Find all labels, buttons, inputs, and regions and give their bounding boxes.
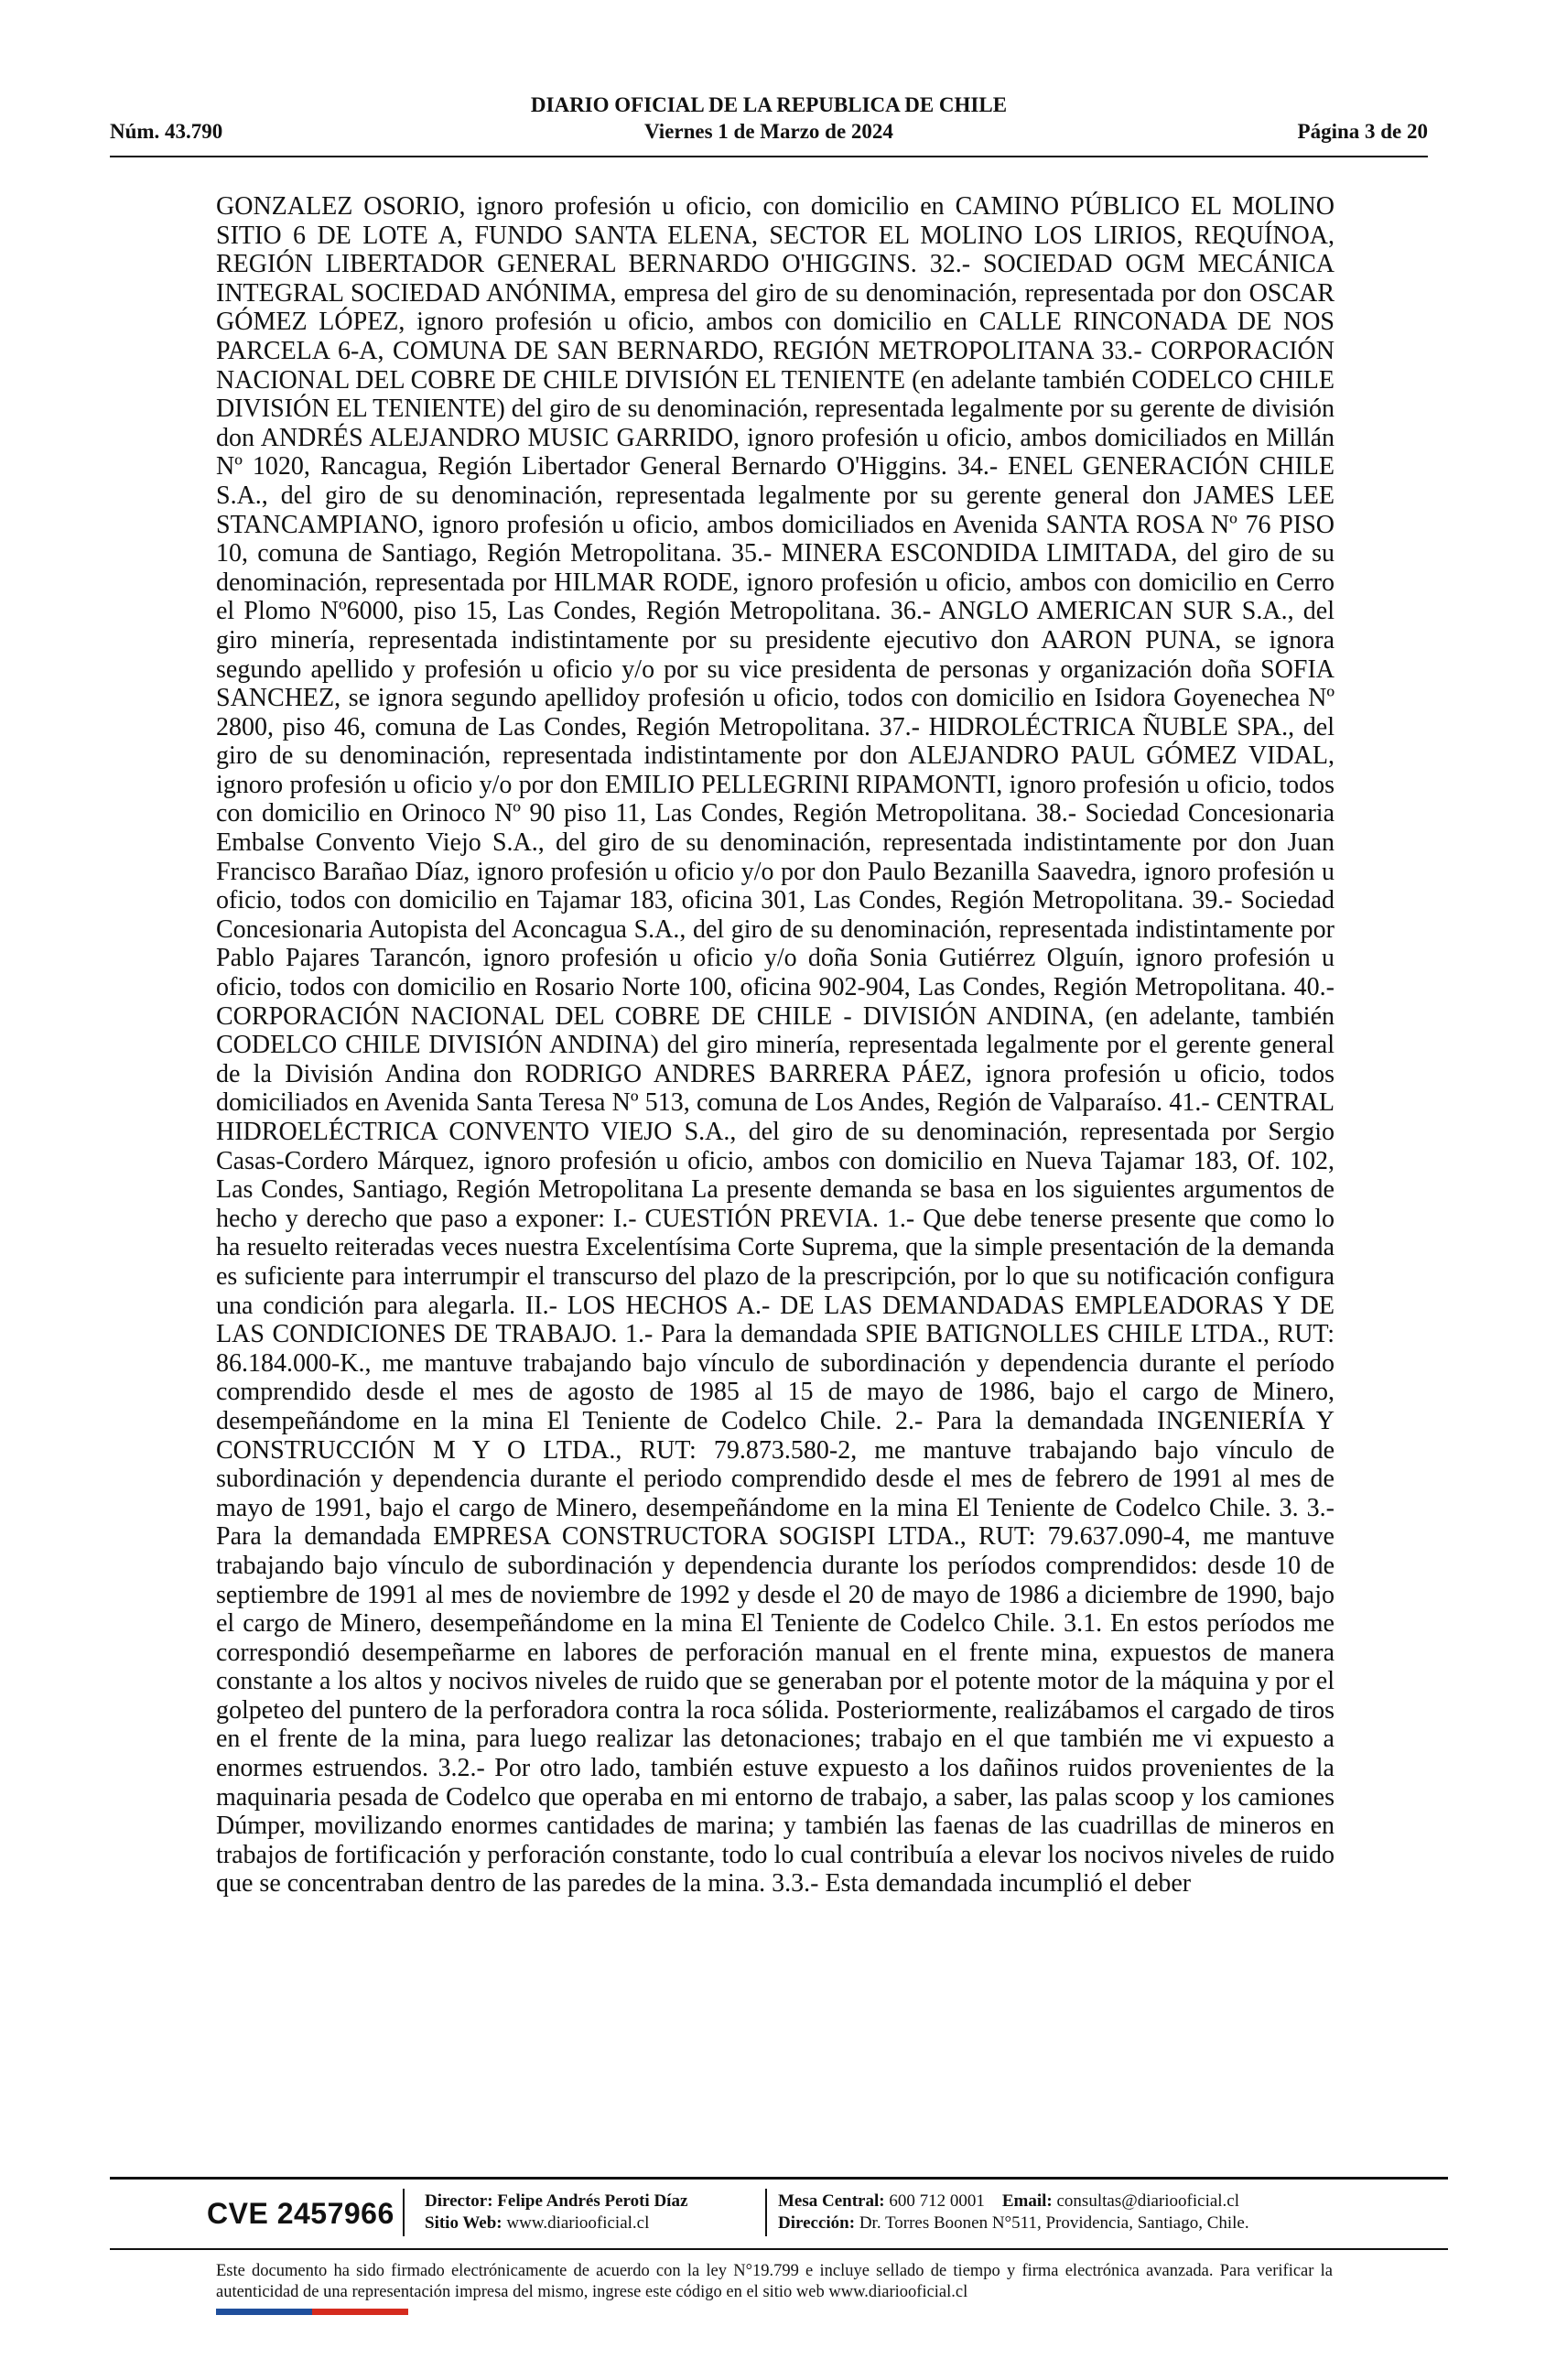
footer-separator (403, 2189, 405, 2236)
issue-number: Núm. 43.790 (110, 120, 223, 143)
address-value: Dr. Torres Boonen N°511, Providencia, Santiago, Chile. (859, 2213, 1249, 2233)
address-line (778, 2212, 1249, 2234)
footer-separator (765, 2189, 767, 2236)
director-name: Felipe Andrés Peroti Díaz (497, 2191, 688, 2211)
header-divider (110, 156, 1428, 157)
newspaper-title: DIARIO OFICIAL DE LA REPUBLICA DE CHILE (530, 93, 1008, 116)
email-link[interactable]: consultas@diariooficial.cl (1056, 2191, 1240, 2211)
website-label: Sitio Web: (425, 2213, 502, 2233)
footer-contact-block (778, 2191, 1249, 2234)
mesa-label: Mesa Central: (778, 2191, 885, 2211)
cve-code: CVE 2457966 (207, 2197, 394, 2230)
page-header (110, 92, 1428, 157)
issue-date: Viernes 1 de Marzo de 2024 (644, 120, 893, 143)
website-line (425, 2212, 687, 2234)
contact-line (778, 2191, 1249, 2212)
email-label: Email: (1001, 2191, 1053, 2211)
director-line (425, 2191, 687, 2212)
address-label: Dirección: (778, 2213, 856, 2233)
flag-red-segment (312, 2309, 408, 2315)
chile-flag-bar (216, 2309, 408, 2315)
mesa-phone: 600 712 0001 (889, 2191, 985, 2211)
footer-info (110, 2180, 1448, 2244)
footer-divider-bottom (110, 2248, 1448, 2250)
flag-blue-segment (216, 2309, 312, 2315)
header-center (110, 92, 1428, 145)
body-text: GONZALEZ OSORIO, ignoro profesión u oficio, con domicilio en CAMINO PÚBLICO EL MOLINO SITIO 6 DE LOTE A, FUNDO SANTA ELENA, SECTOR EL MOLINO LOS LIRIOS, REQUÍNOA, REGIÓN LIBERTADOR GENERAL BERNARDO O'HIGGINS. 32.- SOCIEDAD OGM MECÁNICA INTEGRAL SOCIEDAD ANÓNIMA, empresa del giro de su denominación, representada por don OSCAR GÓMEZ LÓPEZ, ignoro profesión u oficio, ambos con domicilio en CALLE RINCONADA DE NOS PARCELA 6-A, COMUNA DE SAN BERNARDO, REGIÓN METROPOLITANA 33.- CORPORACIÓN NACIONAL DEL COBRE DE CHILE DIVISIÓN EL TENIENTE (en adelante también CODELCO CHILE DIVISIÓN EL TENIENTE) del giro de su denominación, representada legalmente por su gerente de división don ANDRÉS ALEJANDRO MUSIC GARRIDO, ignoro profesión u oficio, ambos domiciliados en Millán Nº 1020, Rancagua, Región Libertador General Bernardo O'Higgins. 34.- ENEL GENERACIÓN CHILE S.A., del giro de su denominación, representada legalmente por su gerente general don JAMES LEE STANCAMPIANO, ignoro profesión u oficio, ambos domiciliados en Avenida SANTA ROSA Nº 76 PISO 10, comuna de Santiago, Región Metropolitana. 35.- MINERA ESCONDIDA LIMITADA, del giro de su denominación, representada por HILMAR RODE, ignoro profesión u oficio, ambos con domicilio en Cerro el Plomo Nº6000, piso 15, Las Condes, Región Metropolitana. 36.- ANGLO AMERICAN SUR S.A., del giro minería, representada indistintamente por su presidente ejecutivo don AARON PUNA, se ignora segundo apellido y profesión u oficio y/o por su vice presidenta de personas y organización doña SOFIA SANCHEZ, se ignora segundo apellidoy profesión u oficio, todos con domicilio en Isidora Goyenechea Nº 2800, piso 46, comuna de Las Condes, Región Metropolitana. 37.- HIDROLÉCTRICA ÑUBLE SPA., del giro de su denominación, representada indistintamente por don ALEJANDRO PAUL GÓMEZ VIDAL, ignoro profesión u oficio y/o por don EMILIO PELLEGRINI RIPAMONTI, ignoro profesión u oficio, todos con domicilio en Orinoco Nº 90 piso 11, Las Condes, Región Metropolitana. 38.- Sociedad Concesionaria Embalse Convento Viejo S.A., del giro de su denominación, representada indistintamente por don Juan Francisco Barañao Díaz, ignoro profesión u oficio y/o por don Paulo Bezanilla Saavedra, ignoro profesión u oficio, todos con domicilio en Tajamar 183, oficina 301, Las Condes, Región Metropolitana. 39.- Sociedad Concesionaria Autopista del Aconcagua S.A., del giro de su denominación, representada indistintamente por Pablo Pajares Tarancón, ignoro profesión u oficio y/o doña Sonia Gutiérrez Olguín, ignoro profesión u oficio, todos con domicilio en Rosario Norte 100, oficina 902-904, Las Condes, Región Metropolitana. 40.- CORPORACIÓN NACIONAL DEL COBRE DE CHILE - DIVISIÓN ANDINA, (en adelante, también CODELCO CHILE DIVISIÓN ANDINA) del giro minería, representada legalmente por el gerente general de la División Andina don RODRIGO ANDRES BARRERA PÁEZ, ignora profesión u oficio, todos domiciliados en Avenida Santa Teresa Nº 513, comuna de Los Andes, Región de Valparaíso. 41.- CENTRAL HIDROELÉCTRICA CONVENTO VIEJO S.A., del giro de su denominación, representada por Sergio Casas-Cordero Márquez, ignoro profesión u oficio, ambos con domicilio en Nueva Tajamar 183, Of. 102, Las Condes, Santiago, Región Metropolitana La presente demanda se basa en los siguientes argumentos de hecho y derecho que paso a exponer: I.- CUESTIÓN PREVIA. 1.- Que debe tenerse presente que como lo ha resuelto reiteradas veces nuestra Excelentísima Corte Suprema, que la simple presentación de la demanda es suficiente para interrumpir el transcurso del plazo de la prescripción, por lo que su notificación configura una condición para alegarla. II.- LOS HECHOS A.- DE LAS DEMANDADAS EMPLEADORAS Y DE LAS CONDICIONES DE TRABAJO. 1.- Para la demandada SPIE BATIGNOLLES CHILE LTDA., RUT: 86.184.000-K., me mantuve trabajando bajo vínculo de subordinación y dependencia durante el período comprendido desde el mes de agosto de 1985 al 15 de mayo de 1986, bajo el cargo de Minero, desempeñándome en la mina El Teniente de Codelco Chile. 2.- Para la demandada INGENIERÍA Y CONSTRUCCIÓN M Y O LTDA., RUT: 79.873.580-2, me mantuve trabajando bajo vínculo de subordinación y dependencia durante el periodo comprendido desde el mes de febrero de 1991 al mes de mayo de 1991, bajo el cargo de Minero, desempeñándome en la mina El Teniente de Codelco Chile. 3. 3.- Para la demandada EMPRESA CONSTRUCTORA SOGISPI LTDA., RUT: 79.637.090-4, me mantuve trabajando bajo vínculo de subordinación y dependencia durante los períodos comprendidos: desde 10 de septiembre de 1991 al mes de noviembre de 1992 y desde el 20 de mayo de 1986 a diciembre de 1990, bajo el cargo de Minero, desempeñándome en la mina El Teniente de Codelco Chile. 3.1. En estos períodos me correspondió desempeñarme en labores de perforación manual en el frente mina, expuestos de manera constante a los altos y nocivos niveles de ruido que se generaban por el potente motor de la máquina y por el golpeteo del puntero de la perforadora contra la roca sólida. Posteriormente, realizábamos el cargado de tiros en el frente de la mina, para luego realizar las detonaciones; trabajo en el que también me vi expuesto a enormes estruendos. 3.2.- Por otro lado, también estuve expuesto a los dañinos ruidos provenientes de la maquinaria pesada de Codelco que operaba en mi entorno de trabajo, a saber, las palas scoop y los camiones Dúmper, movilizando enormes cantidades de marina; y también las faenas de las cuadrillas de mineros en trabajos de fortificación y perforación constante, todo lo cual contribuía a elevar los nocivos niveles de ruido que se concentraban dentro de las paredes de la mina. 3.3.- Esta demandada incumplió el deber (216, 192, 1334, 1899)
signature-disclaimer: Este documento ha sido firmado electrónicamente de acuerdo con la ley N°19.799 e incluye sellado de tiempo y firma electrónica avanzada. Para verificar la autenticidad de una representación impresa del mismo, ingrese este código en el sitio web www.diariooficial.cl (216, 2262, 1333, 2301)
director-label: Director: (425, 2191, 493, 2211)
website-link[interactable]: www.diariooficial.cl (506, 2213, 650, 2233)
page-number: Página 3 de 20 (1297, 120, 1428, 143)
footer-director-block (425, 2191, 687, 2234)
